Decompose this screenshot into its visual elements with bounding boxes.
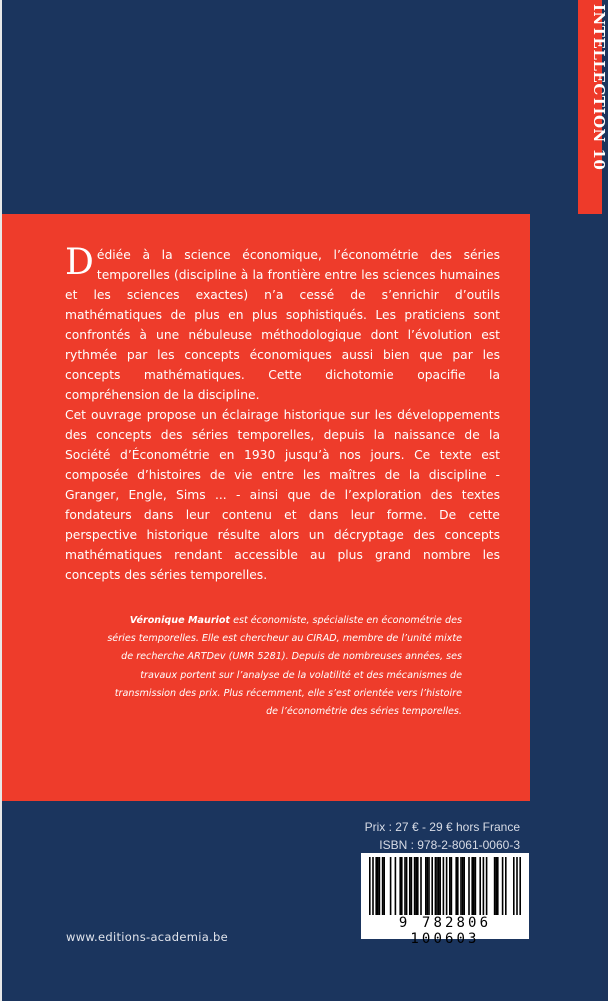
barcode-bar bbox=[462, 857, 464, 915]
barcode-bar bbox=[369, 857, 371, 915]
barcode-bar bbox=[513, 857, 515, 915]
barcode-bar bbox=[383, 857, 385, 915]
barcode-bar bbox=[375, 857, 377, 915]
barcode-bar bbox=[382, 857, 384, 915]
barcode-bar bbox=[438, 857, 440, 915]
author-bio-text: est économiste, spécialiste en économétrie des séries temporelles. Elle est chercheur au CIRAD, membre de l’unité mixte de recherche ARTDev (UMR 5281). Depuis de nombreuses années, ses travaux portent sur l’analyse de la volatilité et des mécanismes de transmission des prix. Plus récemment, elle s’est orientée vers l’histoire de l’économétrie des séries temporelles. bbox=[107, 615, 462, 718]
barcode-bar bbox=[502, 857, 504, 915]
author-bio bbox=[100, 612, 462, 721]
barcode-bar bbox=[411, 857, 413, 915]
price-line: Prix : 27 € - 29 € hors France bbox=[364, 820, 520, 834]
barcode-bar bbox=[425, 857, 427, 915]
barcode-bar bbox=[435, 857, 437, 915]
barcode-bars bbox=[369, 857, 521, 915]
book-blurb bbox=[65, 242, 500, 585]
barcode-bar bbox=[420, 857, 422, 915]
barcode-bar bbox=[457, 857, 459, 915]
barcode-bar bbox=[473, 857, 475, 915]
series-label: INTELLECTION 10 bbox=[590, 4, 608, 171]
barcode-bar bbox=[516, 857, 518, 915]
barcode-bar bbox=[486, 857, 488, 915]
barcode-bar bbox=[505, 857, 507, 915]
barcode-bar bbox=[390, 857, 392, 915]
barcode-bar bbox=[404, 857, 406, 915]
barcode-bar bbox=[436, 857, 438, 915]
barcode-bar bbox=[399, 857, 401, 915]
series-tab bbox=[578, 0, 608, 214]
isbn-line: ISBN : 978-2-8061-0060-3 bbox=[379, 838, 520, 852]
barcode-bar bbox=[414, 857, 416, 915]
barcode-bar bbox=[479, 857, 481, 915]
author-name: Véronique Mauriot bbox=[129, 615, 231, 626]
barcode-bar bbox=[401, 857, 403, 915]
barcode-bar bbox=[463, 857, 465, 915]
barcode-bar bbox=[427, 857, 429, 915]
barcode-bar bbox=[446, 857, 448, 915]
barcode-bar bbox=[483, 857, 485, 915]
barcode-bar bbox=[468, 857, 470, 915]
barcode-bar bbox=[417, 857, 419, 915]
barcode-bar bbox=[455, 857, 457, 915]
barcode-bar bbox=[395, 857, 397, 915]
barcode-bar bbox=[439, 857, 441, 915]
barcode-bar bbox=[428, 857, 430, 915]
barcode-bar bbox=[443, 857, 445, 915]
barcode-bar bbox=[379, 857, 381, 915]
barcode-bar bbox=[372, 857, 374, 915]
barcode-bar bbox=[409, 857, 411, 915]
barcode-bar bbox=[495, 857, 497, 915]
barcode-bar bbox=[377, 857, 379, 915]
barcode-bar bbox=[451, 857, 453, 915]
blurb-paragraph-1 bbox=[65, 242, 500, 405]
barcode-bar bbox=[497, 857, 499, 915]
barcode-bar bbox=[415, 857, 417, 915]
barcode-bar bbox=[460, 857, 462, 915]
drop-cap: D bbox=[65, 242, 94, 283]
barcode bbox=[361, 853, 529, 947]
blurb-paragraph-2: Cet ouvrage propose un éclairage historique sur les développements des concepts des séries temporelles, depuis la naissance de la Société d’Économétrie en 1930 jusqu’à nos jours. Ce texte est composée d’histoires de vie entre les maîtres de la discipline - Granger, Engle, Sims ... - ainsi que de l’exploration des textes fondateurs dans leur contenu et dans leur forme. De cette perspective historique résulte alors un décryptage des concepts mathématiques rendant accessible au plus grand nombre les concepts des séries temporelles. bbox=[65, 408, 500, 582]
publisher-website: www.editions-academia.be bbox=[66, 930, 229, 944]
blurb-paragraph-1-text: édiée à la science économique, l’économétrie des séries temporelles (discipline à la frontière entre les sciences humaines et les sciences exactes) n’a cessé de s’enrichir d’outils mathématiques de plus en plus sophistiqués. Les praticiens sont confrontés à une nébuleuse méthodologique dont l’évolution est rythmée par les concepts économiques aussi bien que par les concepts mathématiques. Cette dichotomie opacifie la compréhension de la discipline. bbox=[65, 248, 500, 402]
barcode-bar bbox=[406, 857, 408, 915]
barcode-bar bbox=[471, 857, 473, 915]
barcode-bar bbox=[519, 857, 521, 915]
barcode-bar bbox=[449, 857, 451, 915]
barcode-bar bbox=[475, 857, 477, 915]
price-block bbox=[330, 818, 520, 854]
barcode-bar bbox=[431, 857, 433, 915]
barcode-digits: 9 782806 100603 bbox=[398, 915, 492, 947]
barcode-bar bbox=[494, 857, 496, 915]
